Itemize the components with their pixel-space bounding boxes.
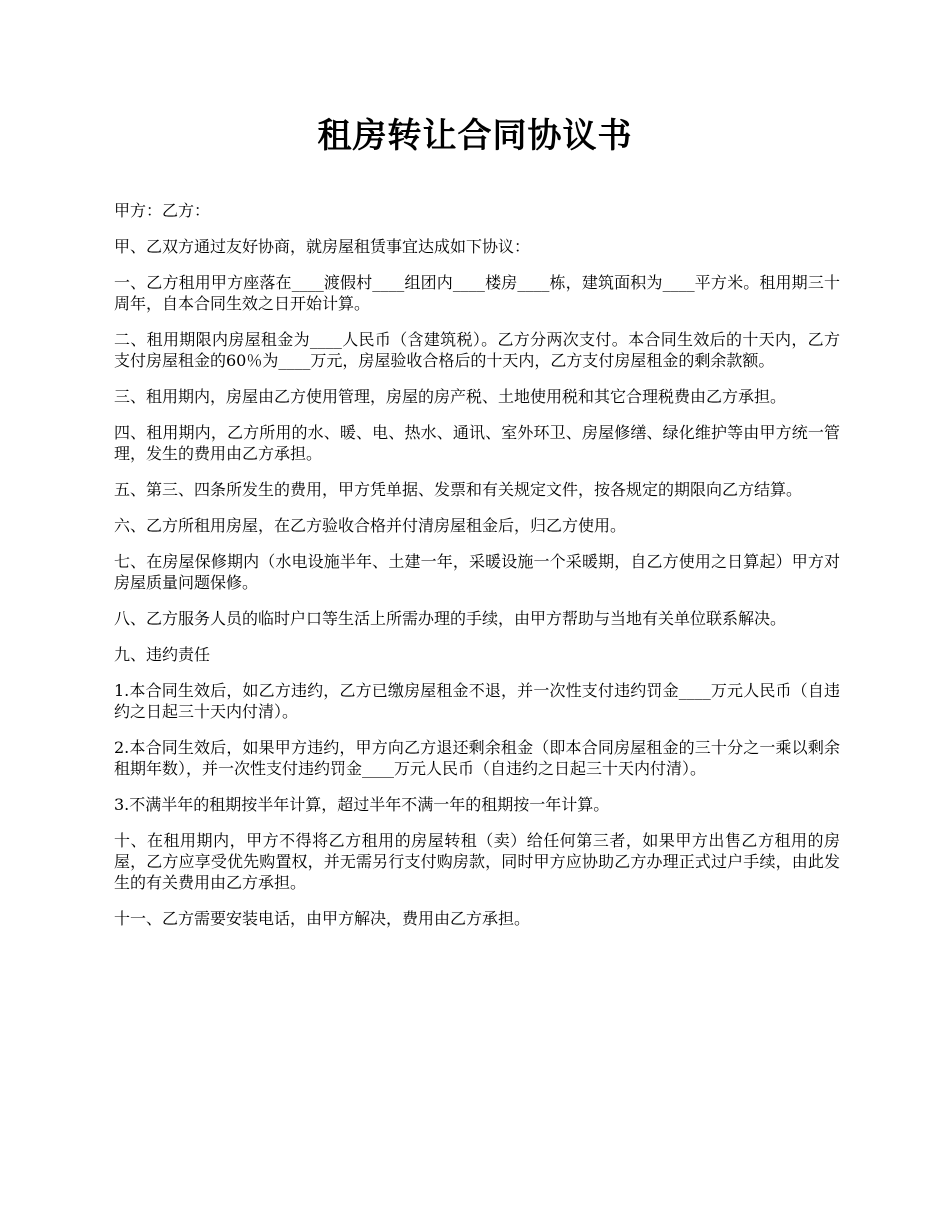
clause-11: 十一、乙方需要安装电话，由甲方解决，费用由乙方承担。 <box>114 909 531 928</box>
clause-10: 十、在租用期内，甲方不得将乙方租用的房屋转租（卖）给任何第三者，如果甲方出售乙方租用的房屋，乙方应享受优先购置权，并无需另行支付购房款，同时甲方应协助乙方办理正式过户手续，由此发生的有关费用由乙方承担。 <box>114 831 840 892</box>
document-title: 租房转让合同协议书 <box>317 116 633 156</box>
clause-9-item-1: 1.本合同生效后，如乙方违约，乙方已缴房屋租金不退，并一次性支付违约罚金____万元人民币（自违约之日起三十天内付清）。 <box>114 681 840 721</box>
clause-8: 八、乙方服务人员的临时户口等生活上所需办理的手续，由甲方帮助与当地有关单位联系解决。 <box>114 609 787 628</box>
document-page <box>114 112 840 944</box>
clause-9-heading: 九、违约责任 <box>114 645 211 664</box>
preamble: 甲、乙双方通过友好协商，就房屋租赁事宜达成如下协议： <box>114 237 531 256</box>
clause-4: 四、租用期内，乙方所用的水、暖、电、热水、通讯、室外环卫、房屋修缮、绿化维护等由甲方统一管理，发生的费用由乙方承担。 <box>114 423 840 463</box>
clause-2: 二、租用期限内房屋租金为____人民币（含建筑税）。乙方分两次支付。本合同生效后的十天内，乙方支付房屋租金的60％为____万元，房屋验收合格后的十天内，乙方支付房屋租金的剩余款额。 <box>114 330 840 370</box>
clause-3: 三、租用期内，房屋由乙方使用管理，房屋的房产税、土地使用税和其它合理税费由乙方承担。 <box>114 387 787 406</box>
clause-1: 一、乙方租用甲方座落在____渡假村____组团内____楼房____栋，建筑面积为____平方米。租用期三十周年，自本合同生效之日开始计算。 <box>114 273 840 313</box>
clause-9-item-3: 3.不满半年的租期按半年计算，超过半年不满一年的租期按一年计算。 <box>114 795 610 814</box>
clause-9-item-2: 2.本合同生效后，如果甲方违约，甲方向乙方退还剩余租金（即本合同房屋租金的三十分之一乘以剩余租期年数），并一次性支付违约罚金____万元人民币（自违约之日起三十天内付清）。 <box>114 738 840 778</box>
clause-6: 六、乙方所租用房屋，在乙方验收合格并付清房屋租金后，归乙方使用。 <box>114 516 627 535</box>
clause-7: 七、在房屋保修期内（水电设施半年、土建一年，采暖设施一个采暖期，自乙方使用之日算起）甲方对房屋质量问题保修。 <box>114 552 840 592</box>
clause-5: 五、第三、四条所发生的费用，甲方凭单据、发票和有关规定文件，按各规定的期限向乙方结算。 <box>114 480 803 499</box>
parties-line: 甲方：乙方： <box>114 201 211 220</box>
